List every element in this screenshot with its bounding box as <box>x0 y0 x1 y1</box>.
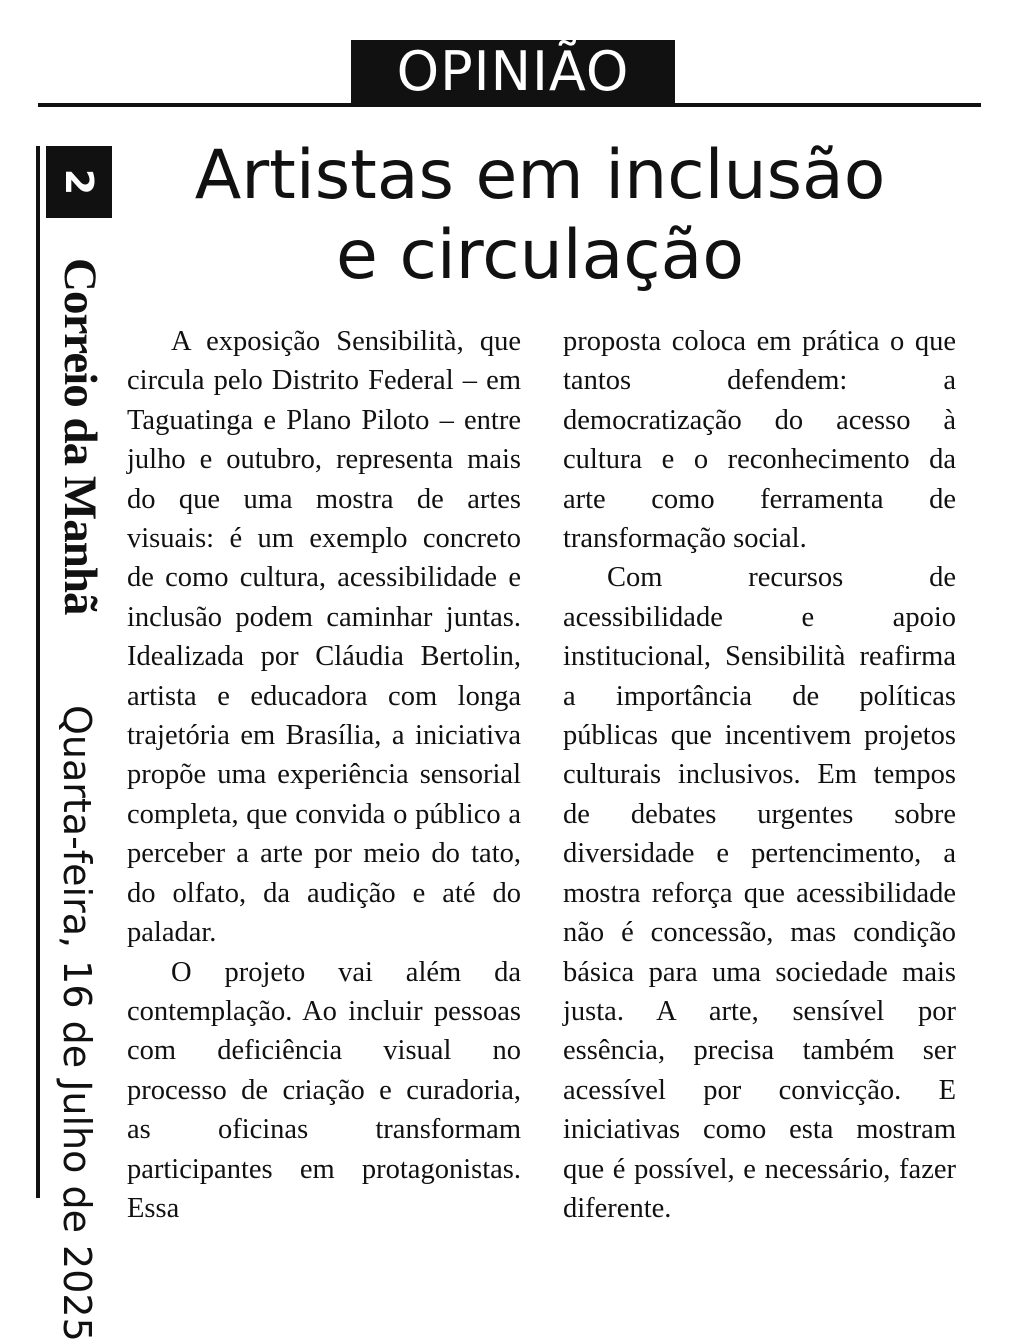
header-rule <box>38 103 981 107</box>
article-title <box>120 136 960 296</box>
article-column-right <box>563 322 956 1228</box>
article-title-line-2: e circulação <box>336 216 744 295</box>
section-label: OPINIÃO <box>351 40 675 104</box>
page-number: 2 <box>57 168 101 196</box>
side-rule <box>36 146 40 1198</box>
article-column-left <box>127 322 521 1228</box>
article-paragraph-4: Com recursos de acessibilidade e apoio institucional, Sensibilità reafirma a importância de políticas públicas que incentivem projetos culturais inclusivos. Em tempos de debates urgentes sobre diversidade e pertencimento, a mostra reforça que acessibilidade não é concessão, mas condição básica para uma sociedade mais justa. A arte, sensível por essência, precisa também ser acessível por convicção. E iniciativas como esta mostram que é possível, e necessário, fazer diferente. <box>563 562 956 1224</box>
article-title-line-1: Artistas em inclusão <box>194 136 886 215</box>
article-paragraph-1: A exposição Sensibilità, que circula pelo Distrito Federal – em Taguatinga e Plano Piloto – entre julho e outubro, representa mais do que uma mostra de artes visuais: é um exemplo concreto de como cultura, acessibilidade e inclusão podem caminhar juntas. Idealizada por Cláudia Bertolin, artista e educadora com longa trajetória em Brasília, a iniciativa propõe uma experiência sensorial completa, que convida o público a perceber a arte por meio do tato, do olfato, da audição e até do paladar. <box>127 326 521 949</box>
page-number-box <box>46 146 112 218</box>
publication-date: Quarta-feira, 16 de Julho de 2025 <box>55 705 99 1342</box>
newspaper-name: Correio da Manhã <box>54 258 106 615</box>
article-paragraph-2: O projeto vai além da contemplação. Ao incluir pessoas com deficiência visual no processo de criação e curadoria, as oficinas transformam participantes em protagonistas. Essa <box>127 956 521 1224</box>
article-paragraph-3: proposta coloca em prática o que tantos defendem: a democratização do acesso à cultura e o reconhecimento da arte como ferramenta de transformação social. <box>563 326 956 555</box>
